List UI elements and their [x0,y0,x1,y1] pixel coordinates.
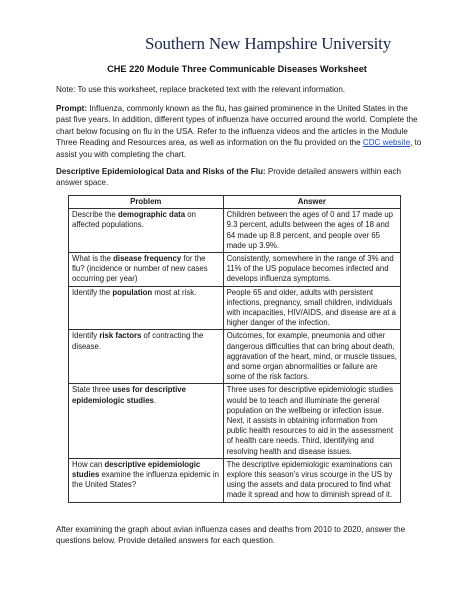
prompt-paragraph [56,103,424,160]
problem-cell [69,330,224,384]
answer-cell[interactable]: People 65 and older, adults with persistent infections, pregnancy, small children, individuals with incapacities, HIV/AIDS, and disease are at a higher danger of the infection. [223,286,400,330]
problem-text: Describe the [72,210,118,220]
problem-cell [69,384,224,458]
avian-influenza-instructions: After examining the graph about avian influenza cases and deaths from 2010 to 2020, answer the questions below. Provide detailed answers for each question. [56,525,406,546]
problem-column-header: Problem [69,196,224,209]
section-instruction: Provide detailed answers within each answer space. [56,167,402,188]
table-row [69,384,401,458]
problem-text: examine the influenza epidemic in the United States? [72,470,219,490]
section-heading-paragraph [56,166,424,189]
problem-cell [69,209,224,253]
problem-cell [69,458,224,502]
prompt-text-after-link: , to assist you with completing the chart. [56,138,422,159]
answer-cell[interactable]: Three uses for descriptive epidemiologic studies would be to teach and illuminate the general population on the wellbeing or infection issue. Next, it assists in obtaining information from public health resources to aid in the assessment of health care needs. Third, identifying and resolving health and disease issues. [223,384,400,458]
problem-keyword: uses for descriptive epidemiologic studies [72,385,186,405]
problem-cell [69,286,224,330]
cdc-website-link[interactable]: CDC website [362,138,411,148]
answer-cell[interactable]: Children between the ages of 0 and 17 made up 9.3 percent, adults between the ages of 18 and 64 made up 8.8 percent, and people over 65 made up 3.9%. [223,209,400,253]
problem-answer-table [68,195,401,503]
problem-text: What is the [72,254,114,264]
problem-text: on affected populations. [72,210,196,230]
problem-cell [69,253,224,287]
problem-keyword: descriptive epidemiologic studies [72,459,201,480]
answer-cell[interactable]: Consistently, somewhere in the range of 3% and 11% of the US populace becomes infected and develops influenza symptoms. [223,253,400,287]
worksheet-title: CHE 220 Module Three Communicable Diseases Worksheet [107,64,367,74]
problem-keyword: demographic data [117,210,186,220]
table-row [69,209,401,253]
problem-text: State three [72,385,113,395]
answer-cell[interactable]: Outcomes, for example, pneumonia and other dangerous difficulties that can bring about death, aggravation of the heart, mind, or muscle tissues, and some organ abnormalities or failure are some of the risk factors. [223,330,400,384]
table-row [69,330,401,384]
problem-text: Identify the [72,287,113,297]
problem-keyword: population [112,287,153,297]
answer-column-header: Answer [223,196,400,209]
university-logo: Southern New Hampshire University [145,34,391,53]
table-row [69,458,401,502]
problem-text: for the flu? (incidence or number of new cases occurring per year) [72,254,208,284]
problem-text: . [153,395,157,405]
section-heading: Descriptive Epidemiological Data and Risks of the Flu: [56,167,266,176]
prompt-label: Prompt: [56,104,88,113]
note-text: Note: To use this worksheet, replace bracketed text with the relevant information. [56,85,346,94]
answer-cell[interactable]: The descriptive epidemiologic examinations can explore this season's virus scourge in the US by using the assets and data procured to find what made it spread and how to diminish spread of it. [223,458,400,502]
prompt-text-before-link: Influenza, commonly known as the flu, has gained prominence in the United States in the past five years. In addition, different types of influenza have occurred around the world. Complete the chart below focusing on flu in the USA. Refer to the influenza videos and the articles in the Module Three Reading and Resources area, as well as information on the flu provided on the [56,104,418,148]
problem-text: most at risk. [152,287,197,297]
table-row [69,286,401,330]
table-header-row [69,196,401,209]
table-row [69,253,401,287]
problem-text: How can [72,459,105,469]
problem-text: Identify [72,331,100,341]
problem-keyword: disease frequency [113,254,182,264]
problem-text: of contracting the disease. [72,331,204,351]
problem-keyword: risk factors [99,331,142,341]
